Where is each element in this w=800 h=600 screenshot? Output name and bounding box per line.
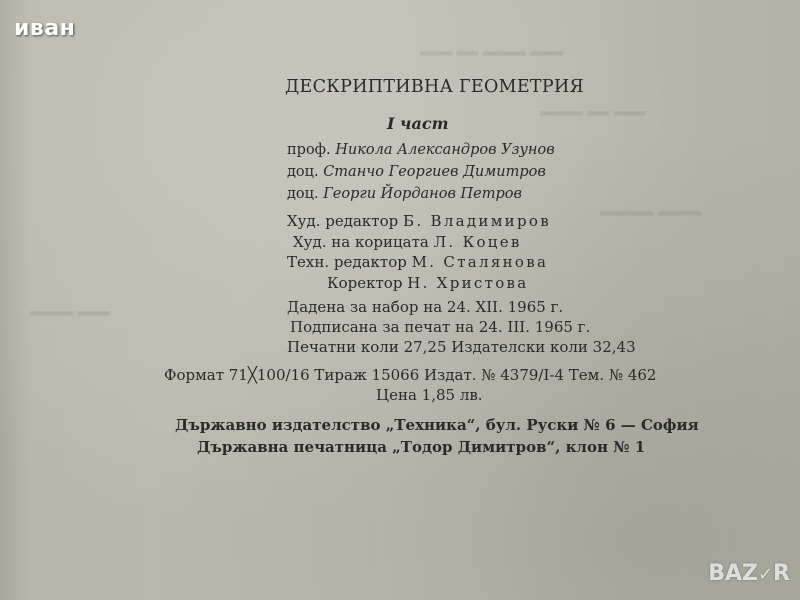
format-specs: Формат 71╳100/16 Тираж 15066 Издат. № 4379/I-4 Тем. № 462 xyxy=(164,366,657,384)
credit-name: М. Сталянова xyxy=(411,253,549,271)
bleed-through-text: ▂▂▂▂ ▂▂▂ xyxy=(30,300,110,316)
credit-line xyxy=(293,233,522,251)
author-line xyxy=(287,164,546,180)
typesetting-date: Дадена за набор на 24. XII. 1965 г. xyxy=(287,298,564,316)
credit-line xyxy=(287,212,551,230)
print-approval-date: Подписана за печат на 24. III. 1965 г. xyxy=(290,318,591,336)
publisher-house: Държавно издателство „Техника“, бул. Руски № 6 — София xyxy=(175,416,699,434)
author-line xyxy=(287,142,555,158)
site-logo-watermark: BAZ✓R xyxy=(708,561,790,586)
credit-line xyxy=(287,253,548,271)
bleed-through-text: ▂▂▂▂▂ ▂▂▂▂ xyxy=(600,200,702,216)
credit-name: Л. Коцев xyxy=(433,233,522,251)
author-name: Никола Александров Узунов xyxy=(335,142,555,158)
credit-name: Н. Христова xyxy=(407,274,529,292)
author-name: Георги Йорданов Петров xyxy=(323,186,522,202)
bleed-through-text: ▂▂▂ ▂▂ ▂▂▂▂ ▂▂▂ xyxy=(420,40,563,56)
printing-house: Държавна печатница „Тодор Димитров“, клон № 1 xyxy=(197,438,646,456)
credit-role: Худ. редактор xyxy=(287,212,399,230)
price: Цена 1,85 лв. xyxy=(376,386,483,404)
author-role: доц. xyxy=(287,186,319,202)
author-role: доц. xyxy=(287,164,319,180)
sheet-counts: Печатни коли 27,25 Издателски коли 32,43 xyxy=(287,338,636,356)
credit-role: Худ. на корицата xyxy=(293,233,429,251)
book-part: I част xyxy=(387,114,449,133)
credit-name: Б. Владимиров xyxy=(403,212,551,230)
credit-role: Техн. редактор xyxy=(287,253,407,271)
bleed-through-text: ▂▂▂▂ ▂▂ ▂▂▂ xyxy=(540,100,646,116)
author-name: Станчо Георгиев Димитров xyxy=(323,164,546,180)
user-watermark: иван xyxy=(14,16,76,41)
author-line xyxy=(287,186,522,202)
credit-line xyxy=(327,274,529,292)
book-title: ДЕСКРИПТИВНА ГЕОМЕТРИЯ xyxy=(285,77,584,97)
author-role: проф. xyxy=(287,142,331,158)
credit-role: Коректор xyxy=(327,274,403,292)
